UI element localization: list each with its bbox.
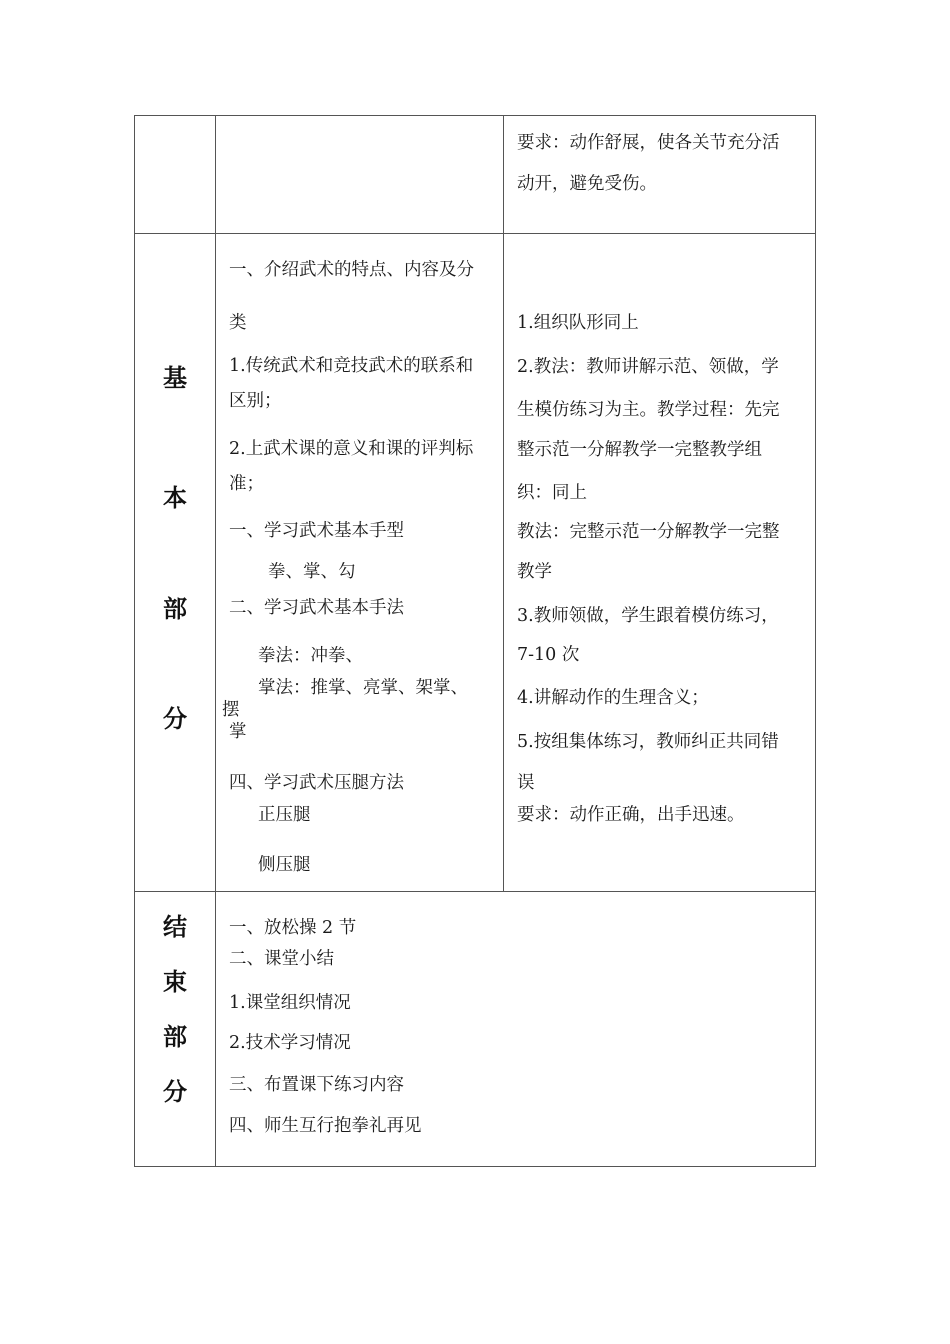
content-line: 摆 — [222, 700, 240, 720]
table-border-right — [815, 115, 816, 1167]
method-line: 7-10 次 — [517, 645, 580, 665]
closing-line: 三、布置课下练习内容 — [229, 1075, 404, 1095]
method-line: 1.组织队形同上 — [517, 313, 639, 333]
content-line: 1.传统武术和竞技武术的联系和 — [229, 356, 474, 376]
content-line: 拳、掌、勾 — [268, 562, 356, 582]
content-line: 类 — [229, 313, 247, 333]
method-line: 织：同上 — [517, 483, 587, 503]
row1-text-line: 动开，避免受伤。 — [517, 174, 657, 194]
section-label-char: 束 — [163, 968, 187, 996]
section-label-char: 部 — [163, 1023, 187, 1051]
section-label-char: 分 — [163, 1078, 187, 1106]
content-line: 一、学习武术基本手型 — [229, 521, 404, 541]
method-line: 教法：完整示范一分解教学一完整 — [517, 522, 780, 542]
method-line: 生模仿练习为主。教学过程：先完 — [517, 400, 780, 420]
method-line: 2.教法：教师讲解示范、领做，学 — [517, 357, 779, 377]
section-label-char: 分 — [163, 705, 187, 733]
section-label-char: 本 — [163, 484, 187, 512]
row-divider-2 — [134, 891, 816, 892]
section-label-char: 结 — [163, 913, 187, 941]
section-label-char: 基 — [163, 364, 187, 392]
method-line: 误 — [517, 773, 535, 793]
content-line: 拳法：冲拳、 — [258, 646, 363, 666]
closing-line: 2.技术学习情况 — [229, 1033, 351, 1053]
closing-line: 1.课堂组织情况 — [229, 993, 351, 1013]
method-line: 3.教师领做，学生跟着模仿练习， — [517, 606, 779, 626]
content-line: 一、介绍武术的特点、内容及分 — [229, 260, 474, 280]
closing-line: 二、课堂小结 — [229, 949, 334, 969]
content-line: 掌法：推掌、亮掌、架掌、 — [258, 678, 468, 698]
method-line: 教学 — [517, 562, 552, 582]
closing-line: 一、放松操 2 节 — [229, 918, 357, 938]
method-line: 整示范一分解教学一完整教学组 — [517, 440, 762, 460]
content-line: 准； — [229, 474, 264, 494]
method-line: 5.按组集体练习，教师纠正共同错 — [517, 732, 779, 752]
content-line: 正压腿 — [258, 805, 311, 825]
row1-text-line: 要求：动作舒展，使各关节充分活 — [517, 133, 780, 153]
table-border-bottom — [134, 1166, 816, 1167]
column-divider-2 — [503, 115, 504, 892]
content-line: 区别； — [229, 391, 282, 411]
content-line: 侧压腿 — [258, 855, 311, 875]
method-line: 要求：动作正确，出手迅速。 — [517, 805, 745, 825]
content-line: 掌 — [229, 722, 247, 742]
table-border-left — [134, 115, 135, 1167]
content-line: 2.上武术课的意义和课的评判标 — [229, 439, 474, 459]
column-divider-1 — [215, 115, 216, 1167]
content-line: 四、学习武术压腿方法 — [229, 773, 404, 793]
table-border-top — [134, 115, 816, 116]
closing-line: 四、师生互行抱拳礼再见 — [229, 1116, 422, 1136]
section-label-char: 部 — [163, 595, 187, 623]
method-line: 4.讲解动作的生理含义； — [517, 688, 709, 708]
content-line: 二、学习武术基本手法 — [229, 598, 404, 618]
row-divider-1 — [134, 233, 816, 234]
